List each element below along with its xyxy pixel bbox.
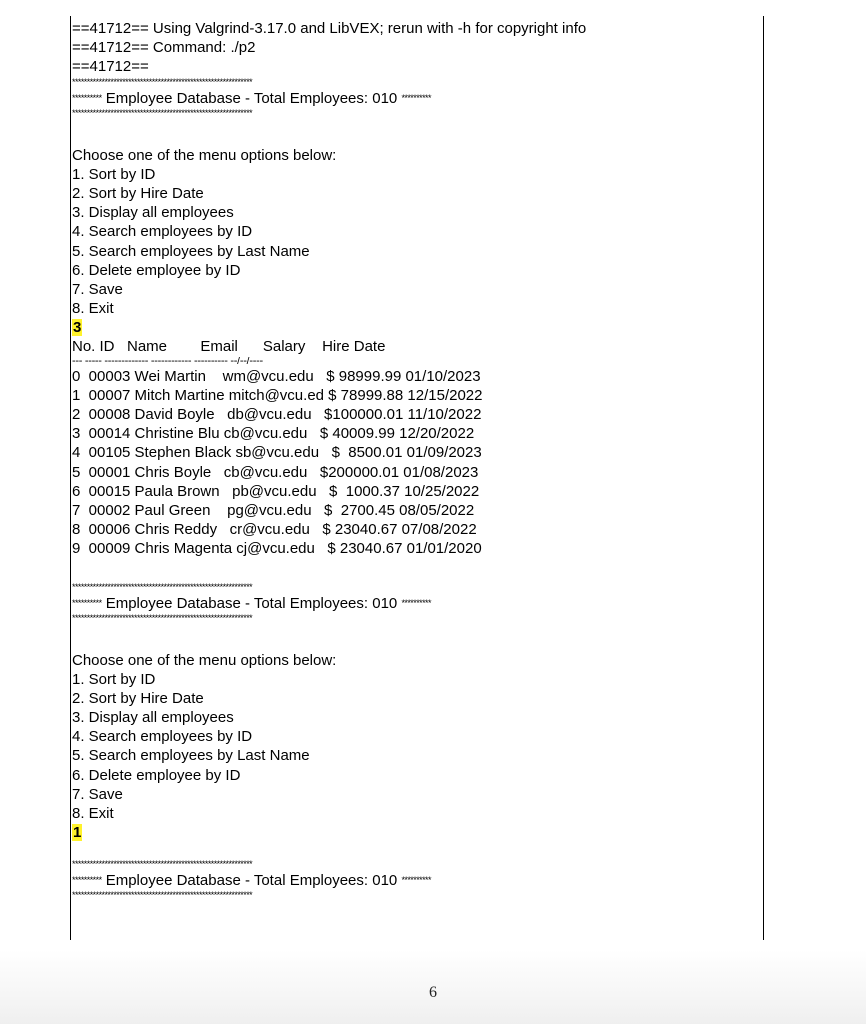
page-number: 6 (429, 984, 437, 1001)
table-row: 0 00003 Wei Martin wm@vcu.edu $ 98999.99 01/10/2023 (72, 367, 481, 385)
menu-option: 6. Delete employee by ID (72, 766, 241, 784)
valgrind-command-line: ==41712== Command: ./p2 (72, 39, 256, 57)
menu-option: 4. Search employees by ID (72, 223, 253, 241)
table-row: 6 00015 Paula Brown pb@vcu.edu $ 1000.37 10/25/2022 (72, 482, 480, 500)
table-row: 5 00001 Chris Boyle cb@vcu.edu $200000.01 01/08/2023 (72, 463, 479, 481)
menu-option: 2. Sort by Hire Date (72, 184, 204, 202)
user-input-highlight: 1 (73, 824, 82, 842)
table-row: 4 00105 Stephen Black sb@vcu.edu $ 8500.01 01/09/2023 (72, 444, 482, 462)
menu-option: 5. Search employees by Last Name (72, 747, 310, 765)
table-row: 2 00008 David Boyle db@vcu.edu $100000.01 11/10/2022 (72, 406, 482, 423)
banner-stars-top: ************************************************************* (72, 859, 253, 870)
menu-option: 1. Sort by ID (72, 165, 156, 183)
user-input-line (72, 318, 752, 337)
spacer (72, 842, 752, 859)
db-title-text: Employee Database - Total Employees: 010 (105, 594, 398, 612)
banner-stars-left: ********** (72, 92, 102, 103)
menu-option: 6. Delete employee by ID (72, 261, 241, 279)
user-input-highlight: 3 (73, 319, 82, 337)
table-header: No. ID Name Email Salary Hire Date (72, 338, 386, 356)
menu-option: 2. Sort by Hire Date (72, 689, 204, 707)
banner-stars-left: ********** (72, 597, 102, 608)
menu-option: 3. Display all employees (72, 204, 234, 222)
menu-option: 7. Save (72, 785, 123, 803)
banner-stars-right: ********** (401, 597, 431, 608)
menu-option: 8. Exit (72, 300, 114, 318)
menu-prompt: Choose one of the menu options below: (72, 146, 337, 164)
banner-title (72, 870, 752, 890)
menu-option: 7. Save (72, 280, 123, 298)
banner-title (72, 88, 752, 108)
menu-option: 8. Exit (72, 805, 114, 822)
banner-stars-bottom: ************************************************************* (72, 107, 253, 118)
menu-option: 1. Sort by ID (72, 670, 156, 688)
banner-stars-left: ********** (72, 875, 102, 886)
menu-prompt: Choose one of the menu options below: (72, 651, 337, 669)
banner-stars-top: ************************************************************* (72, 581, 253, 592)
banner-title (72, 593, 752, 613)
user-input-line (72, 823, 752, 842)
valgrind-header-line: ==41712== Using Valgrind-3.17.0 and LibVEX; rerun with -h for copyright info (72, 20, 587, 37)
banner-stars-bottom: ************************************************************* (72, 890, 253, 901)
banner-stars-bottom: ************************************************************* (72, 612, 253, 623)
banner-stars-right: ********** (401, 875, 431, 886)
db-title-text: Employee Database - Total Employees: 010 (105, 89, 398, 107)
banner-stars-top: ************************************************************* (72, 76, 253, 87)
valgrind-blank-line: ==41712== (72, 58, 149, 76)
terminal-output (72, 19, 752, 901)
spacer (72, 624, 752, 651)
spacer (72, 119, 752, 146)
table-row: 1 00007 Mitch Martine mitch@vcu.ed $ 78999.88 12/15/2022 (72, 386, 483, 404)
spacer (72, 559, 752, 582)
db-title-text: Employee Database - Total Employees: 010 (105, 872, 398, 890)
menu-option: 3. Display all employees (72, 709, 234, 727)
banner-stars-right: ********** (401, 92, 431, 103)
table-row: 9 00009 Chris Magenta cj@vcu.edu $ 23040.67 01/01/2020 (72, 540, 482, 558)
menu-option: 5. Search employees by Last Name (72, 242, 310, 260)
table-row: 8 00006 Chris Reddy cr@vcu.edu $ 23040.67 07/08/2022 (72, 521, 477, 539)
table-row: 3 00014 Christine Blu cb@vcu.edu $ 40009.99 12/20/2022 (72, 425, 475, 443)
table-row: 7 00002 Paul Green pg@vcu.edu $ 2700.45 08/05/2022 (72, 501, 475, 519)
menu-option: 4. Search employees by ID (72, 728, 253, 746)
table-separator: --- ----- ------------- ------------ ---------- --/--/---- (72, 356, 263, 367)
